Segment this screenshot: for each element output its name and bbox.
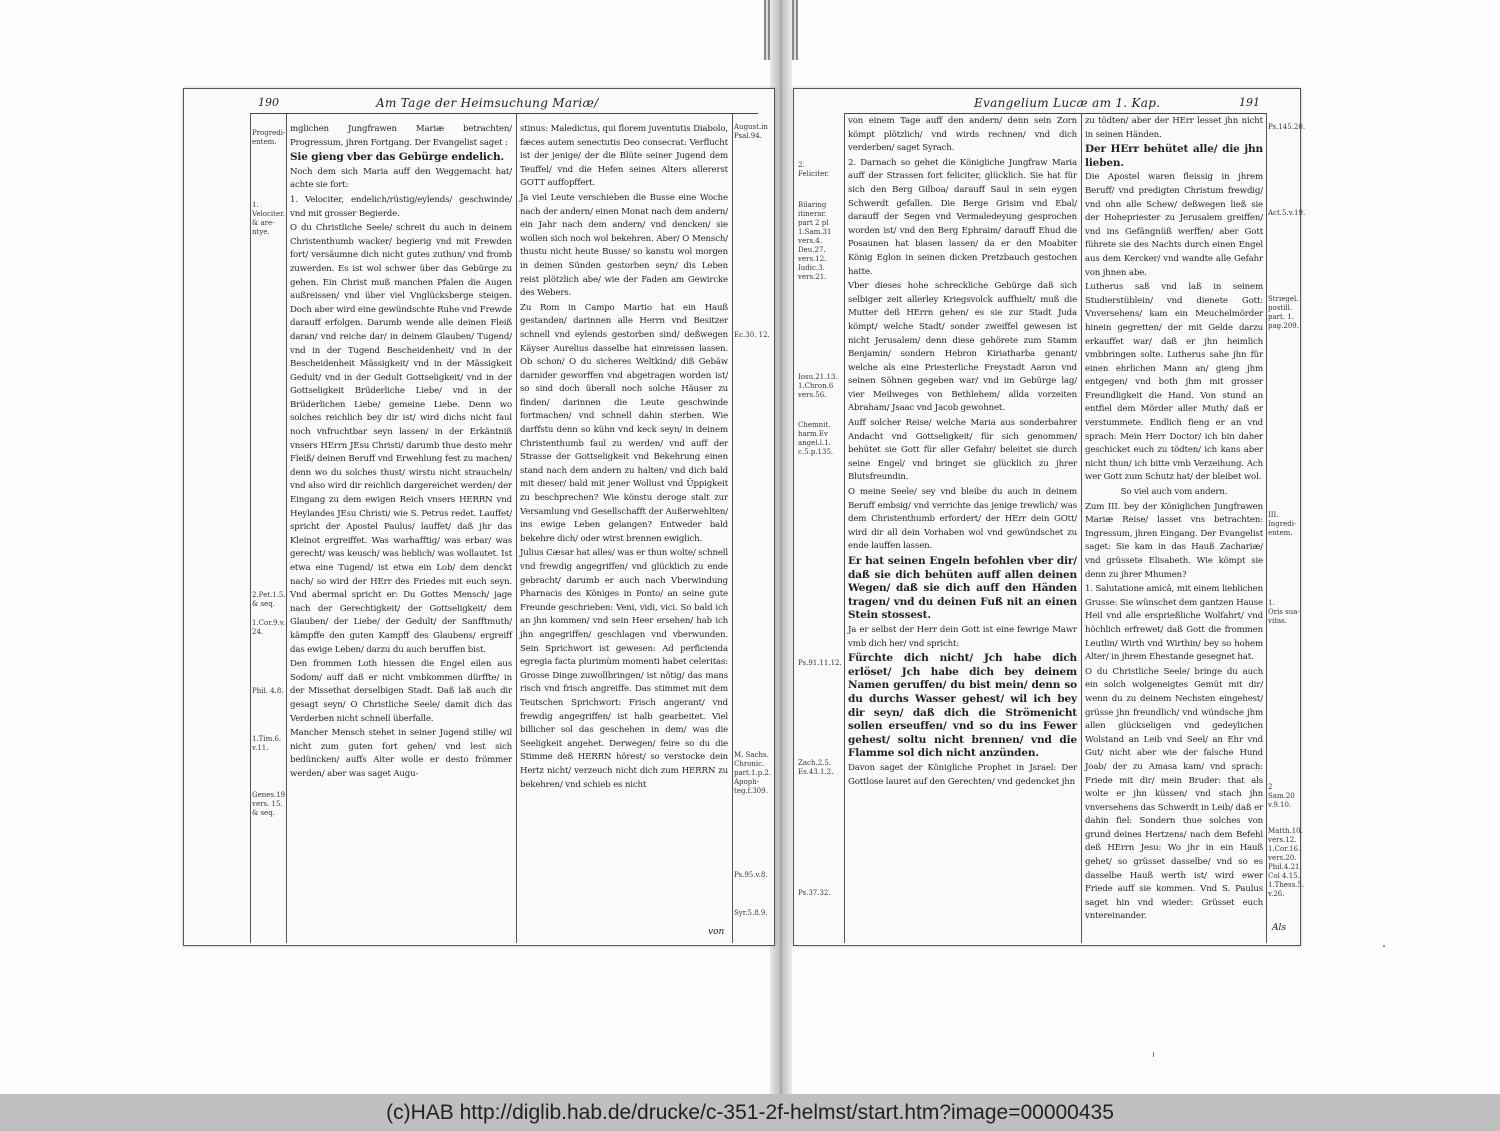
paragraph: stinus: Maledictus, qui florem juventutis Diabolo, fæces autem senectutis Deo consecrat: Verflucht ist der jenige/ der die Blüte seiner Jugend dem Teuffel/ vnd die Hefen seines Alters allererst GOTT auffopffert. bbox=[520, 124, 728, 189]
bible-quote: Fürchte dich nicht/ Jch habe dich erlöset/ Jch habe dich bey deinem Namen geruffen/ du bist mein/ denn so du durchs Wasser gehest/ wil ich bey dir seyn/ daß dich die Strömenicht sollen erseuffen/ vnd so du ins Fewer gehest/ soltu nicht brennen/ vnd die Flamme sol dich nicht anzünden. bbox=[848, 652, 1077, 760]
column-rule bbox=[844, 113, 845, 943]
margin-note: Chemnit. harm.Ev angel.l.1. c.5.p.135. bbox=[798, 421, 834, 456]
margin-note: 1.Cor.9.v. 24. bbox=[252, 619, 286, 636]
text-column-1 bbox=[848, 115, 1077, 941]
margin-note: Iosu.21.13. 1.Chron.6 vers.56. bbox=[798, 373, 838, 399]
margin-note: Ps.145.20. bbox=[1268, 123, 1306, 131]
margin-note: Act.5.v.19. bbox=[1268, 209, 1306, 217]
running-head bbox=[250, 95, 758, 114]
paragraph: zu tödten/ aber der HErr lesset jhn nicht in seinen Händen. bbox=[1085, 116, 1263, 140]
paragraph: Lutherus saß vnd laß in seinem Studierstüblein/ vnd dienete Gott: Vnversehens/ kam ein Meuchelmörder hinein gegretten/ der mit Gelde darzu erkauffet war/ daß er jhn heimlich vmbbringen solte. Lutherus sahe jhn für einen ehrlichen Mann an/ gieng jhm entgegen/ vnd both jhm mit grosser Freundligkeit die Hand. Von stund an entfiel dem Mörder aller Muth/ daß er verstummete. Endlich fieng er an vnd sprach: Mein Herr Doctor/ ich bin daher geschicket euch zu tödten/ ich kans aber nicht thun/ ich bitte vmb Verzeihung. Ach wer Gott zum Schutz hat/ der bleibet wol. bbox=[1085, 282, 1263, 483]
margin-note: Bilaring itinerar. part 2 pl 1.Sam.31 vers.4. Deu.27. vers.12. Iudic.3. vers.21. bbox=[798, 201, 832, 281]
paragraph: 2. Darnach so gehet die Königliche Jungfraw Maria auff der Strassen fort feliciter, glücklich. Sie hat für sich den Berg Gilboa/ darauff Saul in sein eygen Schwerdt gefallen. Die Berge Grisim vnd Ebal/ darauff der Segen vnd Vermaledeyung gesprochen worden ist/ vnd den Berg Ephraim/ darauff Ehud die Posaunen hat blasen lassen/ da er den Moabiter König Eglon in seinen dicken Pretzbauch gestochen hatte. bbox=[848, 157, 1077, 277]
column-rule bbox=[1081, 113, 1082, 943]
margin-note: Matth.10. vers.12. 1.Cor.16. vers.20. Phil.4.21. Col 4.15. 1.Thess.5. v.26. bbox=[1268, 827, 1305, 898]
paragraph: Zu Rom in Campo Martio hat ein Hauß gestanden/ darinnen alle Herrn vnd Besitzer schnell vnd eylends gestorben sind/ deßwegen Käyser Aurelius dasselbe hat einreissen lassen. Ob schon/ O du sicheres Weltkind/ diß Gebäw darnider geworffen vnd abgetragen worden ist/ so sind doch überall noch solche Häuser zu finden/ darinnen die Leute geschwinde fortmachen/ vnd schnell dahin sterben. Wie darffstu denn so kühn vnd keck seyn/ in deinem Christenthumb faul zu werden/ vnd auff der Strasse der Gottseligkeit vnd Bekehrung einen stand nach dem andern zu halten/ vnd dich bald mit dieser/ bald mit jener Wollust vnd Üppigkeit zu beschprechen? Wie könstu deroge stalt zur Versamlung vnd Gesellschafft der Außerwehlten/ ins ewige Leben gelangen? Entweder bald bekehre dich/ oder wirst brennen ewiglich. bbox=[520, 302, 728, 544]
paragraph: Julius Cæsar hat alles/ was er thun wolte/ schnell vnd frewdig angegriffen/ vnd glücklich zu ende gebracht/ darumb er auch nach Vberwindung Pharnacis des Königes in Ponto/ an seine gute Freunde geschrieben: Veni, vidi, vici. So bald ich an jhn kommen/ vnd sein Heer ersehen/ hab ich jhn angegriffen/ geschlagen vnd vberwunden. Sein Sprichwort ist gewesen: Ad perficienda egregia facta plurimùm momenti habet celeritas: Grosse Dinge zuwollbringen/ ist nötig/ das mans risch vnd frisch angreiffe. Das stimmet mit dem Teutschen Sprichwort: Frisch angerant/ vnd frewdig angegriffen/ ist halb gearbeitet. Viel billicher sol das geschehen in dem/ was die Seeligkeit angehet. Derwegen/ feire so du die Stimme deß HERRN hörest/ so verstocke dein Hertz nicht/ verzeuch nicht dich zum HERRN zu bekehren/ vnd schieb es nicht bbox=[520, 548, 728, 790]
paragraph: Davon saget der Königliche Prophet in Jsrael: Der Gottlose lauret auf den Gerechten/ vnd gedencket jhn bbox=[848, 762, 1077, 787]
paragraph: Die Apostel waren fleissig in jhrem Beruff/ vnd predigten Christum frewdig/ vnd ohn alle Schew/ deßwegen ließ sie der Hohepriester zu Jerusalem greiffen/ vnd ins Gefängnüß werffen/ aber Gott führete sie des Nachts durch einen Engel aus dem Kercker/ vnd wandte alle Gefahr von jhnen abe. bbox=[1085, 172, 1263, 278]
margin-note: III. Ingredi- entem. bbox=[1268, 511, 1297, 537]
paragraph: O meine Seele/ sey vnd bleibe du auch in deinem Beruff embsig/ vnd verrichte das jenige trewlich/ was dem Christenthumb erfordert/ der HErr dein GOtt/ wird dir all dein Vorhaben wol vnd gewündschet zu ende lauffen lassen. bbox=[848, 487, 1077, 552]
catchword: von bbox=[708, 927, 725, 937]
paragraph: O du Christliche Seele/ bringe du auch ein solch wolgeneigtes Gemüt mit dir/ wenn du zu deinem Nechsten eingehest/ grüsse jhn freundlich/ vnd wündsche jhm allen glückseligen vnd gedeylichen Wolstand an Leib vnd Seel/ an Ehr vnd Gut/ nicht aber wie der falsche Hund Joab/ der zu Amasa kam/ vnd sprach: Friede mit dir/ mein Bruder: that als wolte er jhn küssen/ vnd stach jhn vnversehens das Schwerdt in Leib/ daß er dahin fiel: Sondern thue solches von grund deines Hertzens/ nach dem Befehl deß HErrn Jesu: Wo jhr in ein Hauß gehet/ so grüsset dasselbe/ vnd so es dasselbe Hauß werth ist/ wird ewer Friede auff sie kommen. Vnd S. Paulus saget hin vnd wieder: Grüsset euch vntereinander. bbox=[1085, 666, 1263, 922]
paragraph: von einem Tage auff den andern/ denn sein Zorn kömpt plötzlich/ vnd wirds rechnen/ vnd dich verderben/ saget Syrach. bbox=[848, 116, 1077, 154]
running-head-title: Evangelium Lucæ am 1. Kap. bbox=[974, 96, 1161, 110]
paragraph: Ja viel Leute verschieben die Busse eine Woche nach der andern/ einen Monat nach dem andern/ ein Jahr nach dem andern/ vnd dencken/ sie wollen sich noch wol bekehren. Aber/ O Mensch/ thustu nicht heute Busse/ so kanstu wol morgen in deinen Sünden gestorben seyn/ dis Leben reist plötzlich abe/ wie der Faden am Gewircke des Webers. bbox=[520, 192, 728, 299]
margin-note: Phil. 4.8. bbox=[252, 687, 284, 695]
text-column-2 bbox=[1085, 115, 1263, 927]
margin-note: Zach.2.5. Es.43.1.2. bbox=[798, 759, 834, 776]
paragraph: Den frommen Loth hiessen die Engel eilen aus Sodom/ auff daß er nicht vmbkommen dürffte/ in der Missethat derselbigen Stadt. Daß laß auch dir gesagt seyn/ O Christliche Seele/ damit dich das Verderben nicht schnell überfalle. bbox=[290, 659, 512, 724]
column-rule bbox=[732, 113, 733, 943]
margin-note: Ps.37.32. bbox=[798, 889, 831, 897]
bible-quote: Sie gieng vber das Gebürge endelich. bbox=[290, 151, 505, 164]
column-rule bbox=[1266, 113, 1267, 943]
margin-note: 1.Tim.6. v.11. bbox=[252, 735, 282, 752]
right-page bbox=[793, 88, 1306, 946]
margin-note: Genes.19. vers. 15. & seq. bbox=[252, 791, 288, 817]
left-page bbox=[183, 88, 775, 946]
paper-speck bbox=[1383, 945, 1385, 947]
paragraph: Ja er selbst der Herr dein Gott ist eine fewrige Mawr vmb dich her/ vnd spricht: bbox=[848, 624, 1077, 649]
running-head-title: Am Tage der Heimsuchung Mariæ/ bbox=[376, 96, 599, 110]
margin-note: 1. Oris sua- vitas. bbox=[1268, 599, 1300, 625]
margin-note: 2. Feliciter. bbox=[798, 161, 830, 178]
margin-note: M. Sachs. Chronic. part.1.p.2. Apoph- teg.f.309. bbox=[734, 751, 772, 795]
page-number: 190 bbox=[258, 96, 279, 109]
paragraph: Mancher Mensch stehet in seiner Jugend stille/ wil nicht zum guten fort gehen/ vnd lest sich bedüncken/ auffs Alter wolle er desto frömmer werden/ aber was saget Augu- bbox=[290, 728, 512, 779]
attribution-footer: (c)HAB http://diglib.hab.de/drucke/c-351-2f-helmst/start.htm?image=00000435 bbox=[0, 1094, 1500, 1131]
running-head bbox=[844, 95, 1266, 114]
margin-note: 1. Velociter. & are- ntye. bbox=[252, 201, 285, 236]
bible-quote: Der HErr behütet alle/ die jhn lieben. bbox=[1085, 143, 1263, 169]
paragraph: 1. Salutatione amicâ, mit einem lieblichen Grusse: Sie wünschet dem gantzen Hause Heil vnd alle ersprießliche Wolfahrt/ vnd höchlich erfrewet/ daß Gott die frommen Leutlin/ Wirth vnd Wirthin/ bey so hohem Alter/ in jhrem Ehestande gesegnet hat. bbox=[1085, 584, 1263, 663]
catchword: Als bbox=[1272, 923, 1286, 933]
text-column-1 bbox=[290, 123, 512, 933]
margin-note: 2.Pet.1.5. & seq. bbox=[252, 591, 286, 608]
paragraph: Noch dem sich Maria auff den Weggemacht hat/ achte sie fort: bbox=[290, 166, 512, 191]
margin-note: Striegel. postill. part. 1. pag.209. bbox=[1268, 295, 1299, 330]
margin-note: Syr.5.8.9. bbox=[734, 909, 768, 917]
margin-note: Ec.30. 12. bbox=[734, 331, 770, 339]
column-rule bbox=[250, 113, 251, 943]
paragraph: Zum III. bey der Königlichen Jungfrawen Mariæ Reise/ lasset vns betrachten: Ingressum, jhren Eingang. Der Evangelist saget: Sie kam in das Hauß Zachariæ/ vnd grüssete Elisabeth. Wie kömpt sie denn zu jhrer Mhumen? bbox=[1085, 501, 1263, 580]
margin-note: Ps.95.v.8. bbox=[734, 871, 768, 879]
page-number: 191 bbox=[1239, 96, 1260, 109]
margin-note: Progredi- entem. bbox=[252, 129, 286, 146]
column-rule bbox=[286, 113, 287, 943]
paper-speck bbox=[1153, 1052, 1154, 1057]
paragraph: 1. Velociter, endelich/rüstig/eylends/ geschwinde/ vnd mit grosser Begierde. bbox=[290, 194, 512, 219]
margin-note: 2 Sam.20 v.9.10. bbox=[1268, 783, 1295, 809]
bible-quote: Er hat seinen Engeln befohlen vber dir/ daß sie dich behüten auff allen deinen Wegen/ daß sie dich auff den Händen tragen/ vnd du deinen Fuß nit an einen Stein stossest. bbox=[848, 555, 1077, 622]
paragraph: mglichen Jungfrawen Mariæ betrachten/ Progressum, jhren Fortgang. Der Evangelist saget : bbox=[290, 124, 512, 148]
section-end: So viel auch vom andern. bbox=[1120, 487, 1228, 498]
paragraph: O du Christliche Seele/ schreit du auch in deinem Christenthumb wacker/ begierig vnd mit Frewden fort/ versäumne dich nicht gutes zuthun/ vnd fromb zuwerden. Es ist wol schwer über das Gebürge zu gehen. Ein Christ muß manchen Pfalen die Augen außreissen/ vnd über viel Vnglücksberge steigen. Doch aber wird eine gewündschte Ruhe vnd Frewde darauff erfolgen. Darumb wende alle deinen Fleiß daran/ vnd reiche dar/ in deinem Glauben/ Tugend/ vnd in der Tugend Bescheidenheit/ vnd in der Bescheidenheit Mässigkeit/ vnd in der Mässigkeit Gedult/ vnd in der Gedult Gottseligkeit/ vnd in der Gottseligkeit Brüderliche Liebe/ vnd in der Brüderlichen Liebe/ gemeine Liebe. Denn wo solches reichlich bey dir ist/ wird dichs nicht faul noch vnfruchtbar seyn lassen/ in der Erkäntniß vnsers HErrn JEsu Christi/ darumb thue desto mehr Fleiß/ deinen Beruff vnd Erwehlung fest zu machen/ denn wo du solches thust/ wirstu nicht straucheln/ vnd also wird dir reichlich dargereichet werden/ der Eingang zu dem ewigen Reich vnsers HERRN vnd Heylandes JEsu Christi/ wie S. Petrus redet. Lauffet/ spricht der Apostel Paulus/ lauffet/ daß jhr das Kleinot ergreiffet. Was warhafftig/ was erbar/ was gerecht/ was keusch/ was lieblich/ was wollautet. Ist etwa eine Tugend/ ist etwa ein Lob/ dem denckt nach/ so wird der HErr des Friedes mit euch seyn. Vnd abermal spricht er: Du Gottes Mensch/ jage nach der Gerechtigkeit/ der Gottseligkeit/ dem Glauben/ der Liebe/ der Gedult/ der Sanfftmuth/ kämpffe den guten Kampff des Glaubens/ ergreiff das ewige Leben/ darzu du auch beruffen bist. bbox=[290, 223, 512, 655]
margin-note: Ps.91.11.12. bbox=[798, 659, 842, 667]
column-rule bbox=[516, 113, 517, 943]
paragraph: Vber dieses hohe schreckliche Gebürge daß sich selbiger zeit allerley Kriegsvolck auffhielt/ muß die Mutter deß HErrn gehen/ es sie zur Stadt Juda kömpt/ welche Stadt/ sonder zweiffel gewesen ist nicht Jerusalem/ denn diese gehörete zum Stamm Benjamin/ sondern Hebron Kiriatharba genant/ welche als eine Priesterliche Freystadt Aaron vnd seinen Söhnen gegeben war/ vnd im Gebürge lag/ vier Meilweges von Bethlehem/ allda vorzeiten Abraham/ Jsaac vnd Jacob gewohnet. bbox=[848, 281, 1077, 414]
text-column-2 bbox=[520, 123, 728, 929]
margin-note: August.in Psal.94. bbox=[734, 123, 768, 140]
paragraph: Auff solcher Reise/ welche Maria aus sonderbahrer Andacht vnd Gottseligkeit/ für sich genommen/ behütet sie Gott für aller Gefahr/ beleitet sie durch seine Engel/ vnd bringet sie glücklich zu jhrer Blutsfreundin. bbox=[848, 418, 1077, 483]
